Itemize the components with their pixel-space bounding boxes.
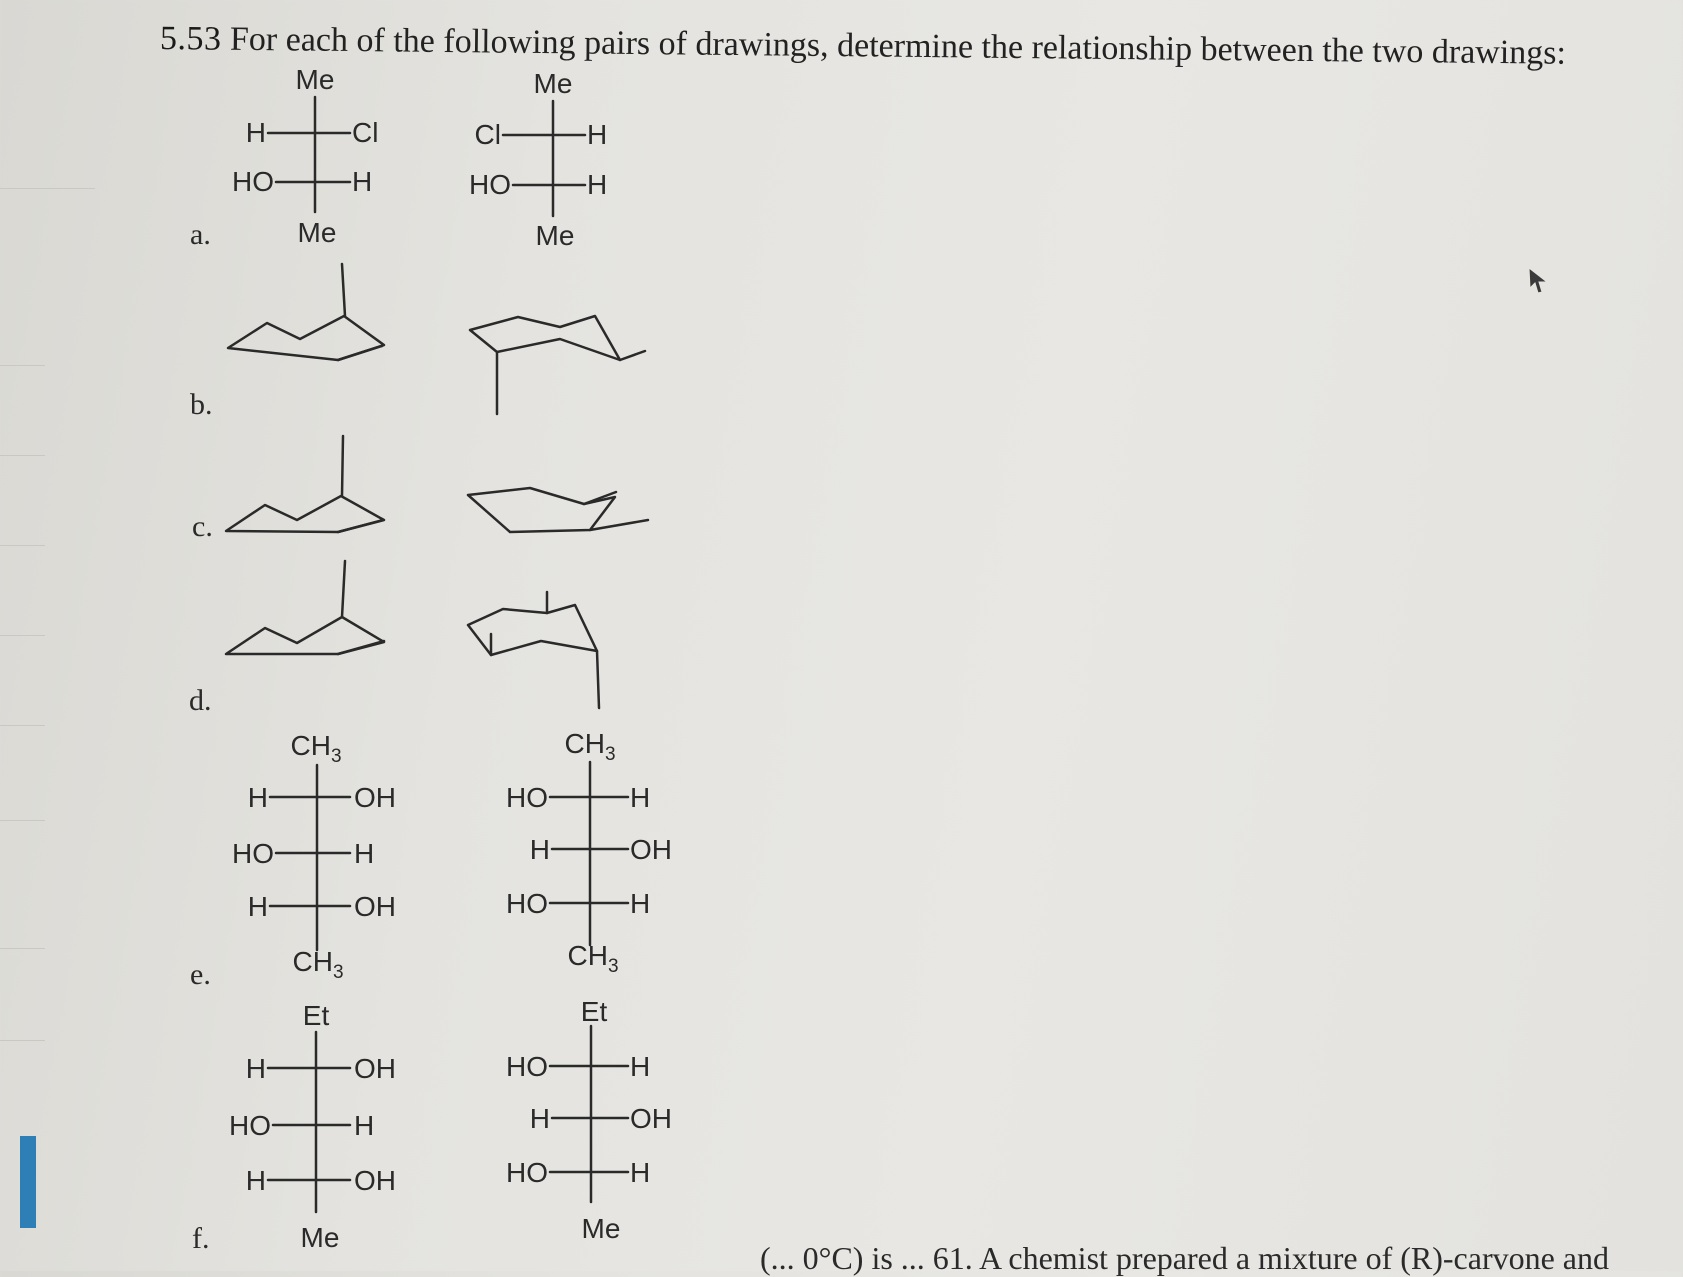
f-right-top-label: Et bbox=[580, 996, 608, 1027]
e-right-top-label: $CH_3$ bbox=[564, 728, 616, 765]
e-left-row1-left: H bbox=[247, 782, 268, 813]
part-label-c: c. bbox=[192, 510, 213, 543]
f-left-row2-right: H bbox=[354, 1110, 375, 1141]
e-left-row2-left: HO bbox=[232, 838, 274, 869]
f-left-row3-left: H bbox=[245, 1165, 266, 1196]
part-label-a: a. bbox=[190, 218, 211, 251]
f-left-row2-left: HO bbox=[229, 1110, 271, 1141]
e-right-row2-right: OH bbox=[630, 834, 672, 865]
fischer-e-right bbox=[550, 762, 628, 945]
chair-d-left bbox=[226, 561, 384, 654]
f-right-row1-right: H bbox=[630, 1051, 651, 1082]
a-left-row2-right: H bbox=[352, 166, 373, 197]
part-label-b: b. bbox=[190, 388, 213, 421]
part-label-d: d. bbox=[189, 684, 212, 717]
f-right-row1-left: HO bbox=[506, 1051, 548, 1082]
e-right-row1-right: H bbox=[630, 782, 651, 813]
f-right-row2-left: H bbox=[529, 1103, 550, 1134]
a-left-top-label: Me bbox=[295, 64, 335, 95]
fischer-e-left bbox=[270, 765, 350, 950]
e-right-row1-left: HO bbox=[506, 782, 548, 813]
e-left-row2-right: H bbox=[354, 838, 375, 869]
chair-c-left bbox=[226, 436, 384, 532]
chair-d-right bbox=[468, 592, 599, 708]
a-left-row1-right: Cl bbox=[352, 117, 379, 148]
a-left-bottom-label: Me bbox=[297, 217, 337, 248]
fischer-a-right bbox=[503, 101, 585, 216]
f-left-bottom-label: Me bbox=[300, 1222, 340, 1253]
a-right-row2-left: HO bbox=[469, 169, 511, 200]
f-right-bottom-label: Me bbox=[581, 1213, 621, 1244]
a-left-row2-left: HO bbox=[232, 166, 274, 197]
a-right-row2-right: H bbox=[587, 169, 608, 200]
e-left-top-label: $CH_3$ bbox=[290, 730, 342, 767]
cursor-arrow-icon bbox=[1527, 266, 1551, 296]
e-left-row3-left: H bbox=[247, 891, 268, 922]
a-right-top-label: Me bbox=[533, 68, 573, 99]
part-label-e: e. bbox=[190, 958, 211, 991]
fischer-a-left bbox=[268, 97, 350, 212]
a-left-row1-left: H bbox=[245, 117, 266, 148]
a-right-bottom-label: Me bbox=[535, 220, 575, 251]
chair-c-right bbox=[468, 488, 648, 532]
question-text: For each of the following pairs of drawings, determine the relationship between the two drawings: bbox=[229, 20, 1567, 72]
e-left-row1-right: OH bbox=[354, 782, 396, 813]
e-left-row3-right: OH bbox=[354, 891, 396, 922]
chair-b-left bbox=[228, 264, 384, 360]
a-right-row1-left: Cl bbox=[474, 119, 501, 150]
fischer-f-right bbox=[550, 1026, 628, 1202]
f-left-row1-left: H bbox=[245, 1053, 266, 1084]
e-right-bottom-label: $CH_3$ bbox=[567, 940, 619, 977]
f-left-row3-right: OH bbox=[354, 1165, 396, 1196]
f-right-row3-right: H bbox=[630, 1157, 651, 1188]
chair-b-right bbox=[470, 316, 645, 414]
e-left-bottom-label: $CH_3$ bbox=[292, 946, 344, 983]
f-right-row3-left: HO bbox=[506, 1157, 548, 1188]
e-right-row3-right: H bbox=[630, 888, 651, 919]
f-left-top-label: Et bbox=[302, 1000, 330, 1031]
fischer-f-left bbox=[268, 1032, 350, 1212]
f-left-row1-right: OH bbox=[354, 1053, 396, 1084]
f-right-row2-right: OH bbox=[630, 1103, 672, 1134]
a-right-row1-right: H bbox=[587, 119, 608, 150]
question-number: 5.53 bbox=[159, 20, 222, 58]
part-label-f: f. bbox=[192, 1222, 210, 1255]
next-problem-text: (... 0°C) is ... 61. A chemist prepared a mixture of (R)-carvone and bbox=[760, 1240, 1609, 1276]
e-right-row2-left: H bbox=[529, 834, 550, 865]
e-right-row3-left: HO bbox=[506, 888, 548, 919]
